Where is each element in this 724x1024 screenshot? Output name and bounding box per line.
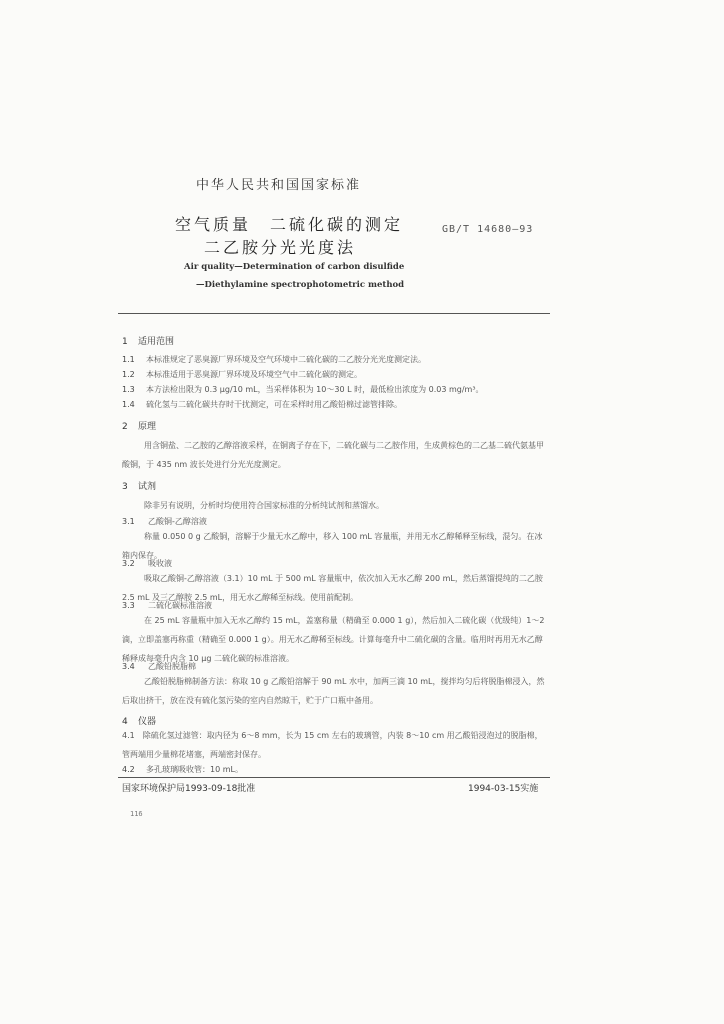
english-title-line2: —Diethylamine spectrophotometric method [196,280,405,290]
effective-date: 1994-03-15实施 [468,784,539,794]
section-3-intro: 除非另有说明，分析时均使用符合国家标准的分析纯试剂和蒸馏水。 [144,501,384,510]
subsection-3-4-heading: 3.4 乙酸铅脱脂棉 [122,662,196,671]
section-title: 试剂 [138,482,157,492]
header-rule [118,313,550,314]
clause-1-2: 1.2 本标准适用于恶臭源厂界环境及环境空气中二硫化碳的测定。 [122,370,362,379]
clause-1-1: 1.1 本标准规定了恶臭源厂界环境及空气环境中二硫化碳的二乙胺分光光度测定法。 [122,355,426,364]
section-number: 1 [122,337,128,347]
document-title-line2: 二乙胺分光光度法 [204,238,357,257]
standard-code: GB/T 14680—93 [442,224,534,235]
approval-info: 国家环境保护局1993-09-18批准 [122,784,256,794]
section-1-heading [122,334,174,347]
subsection-3-1-heading: 3.1 乙酸铜-乙醇溶液 [122,517,207,526]
section-3-heading [122,479,156,492]
document-title-line1: 空气质量 二硫化碳的测定 [175,215,404,234]
subsection-3-2-heading: 3.2 吸收液 [122,559,172,568]
page-number: 116 [130,810,143,818]
subsection-3-3-heading: 3.3 二硫化碳标准溶液 [122,601,212,610]
subsection-3-1-paragraph: 称量 0.050 0 g 乙酸铜，溶解于少量无水乙醇中，移入 100 mL 容量瓶，并用无水乙醇稀释至标线，混匀。在冰箱内保存。 [122,532,543,560]
subsection-3-2-paragraph: 吸取乙酸铜-乙醇溶液（3.1）10 mL 于 500 mL 容量瓶中，依次加入无水乙醇 200 mL，然后蒸馏提纯的二乙胺 2.5 mL 及三乙醇胺 2.5 mL，用无水乙醇稀至标线。使用前配制。 [122,574,543,602]
section-number: 3 [122,482,128,492]
section-2-paragraph: 用含铜盐、二乙胺的乙醇溶液采样，在铜离子存在下，二硫化碳与二乙胺作用，生成黄棕色的二乙基二硫代氨基甲酸铜，于 435 nm 波长处进行分光光度测定。 [122,441,544,469]
section-2-heading [122,419,156,432]
clause-4-2: 4.2 多孔玻璃吸收管：10 mL。 [122,765,243,774]
section-title: 适用范围 [138,337,175,347]
section-title: 原理 [138,422,157,432]
section-number: 4 [122,717,128,727]
subsection-3-4-paragraph: 乙酸铅脱脂棉制备方法：称取 10 g 乙酸铅溶解于 90 mL 水中，加两三滴 10 mL，搅拌均匀后将脱脂棉浸入，然后取出挤干，放在没有硫化氢污染的室内自然晾干，贮于广口瓶中备用。 [122,677,545,705]
section-title: 仪器 [138,717,157,727]
english-title-line1: Air quality—Determination of carbon disulfide [184,262,405,272]
clause-4-1: 4.1 除硫化氢过滤管：取内径为 6～8 mm，长为 15 cm 左右的玻璃管，内装 8～10 cm 用乙酸铅浸泡过的脱脂棉，管两端用少量棉花堵塞，两端密封保存。 [122,731,543,759]
standard-title: 中华人民共和国国家标准 [196,178,362,193]
clause-1-3: 1.3 本方法检出限为 0.3 μg/10 mL，当采样体积为 10～30 L 时，最低检出浓度为 0.03 mg/m³。 [122,385,484,394]
section-number: 2 [122,422,128,432]
footer-rule [118,777,550,778]
clause-1-4: 1.4 硫化氢与二硫化碳共存时干扰测定，可在采样时用乙酸铅棉过滤管排除。 [122,400,402,409]
subsection-3-3-paragraph: 在 25 mL 容量瓶中加入无水乙醇约 15 mL，盖塞称量（精确至 0.000 1 g），然后加入二硫化碳（优级纯）1～2 滴，立即盖塞再称重（精确至 0.000 1 g）。用无水乙醇稀至标线。计算每毫升中二硫化碳的含量。临用时再用无水乙醇稀释成每毫升内含 10 μg 二硫化碳的标准溶液。 [122,616,545,663]
